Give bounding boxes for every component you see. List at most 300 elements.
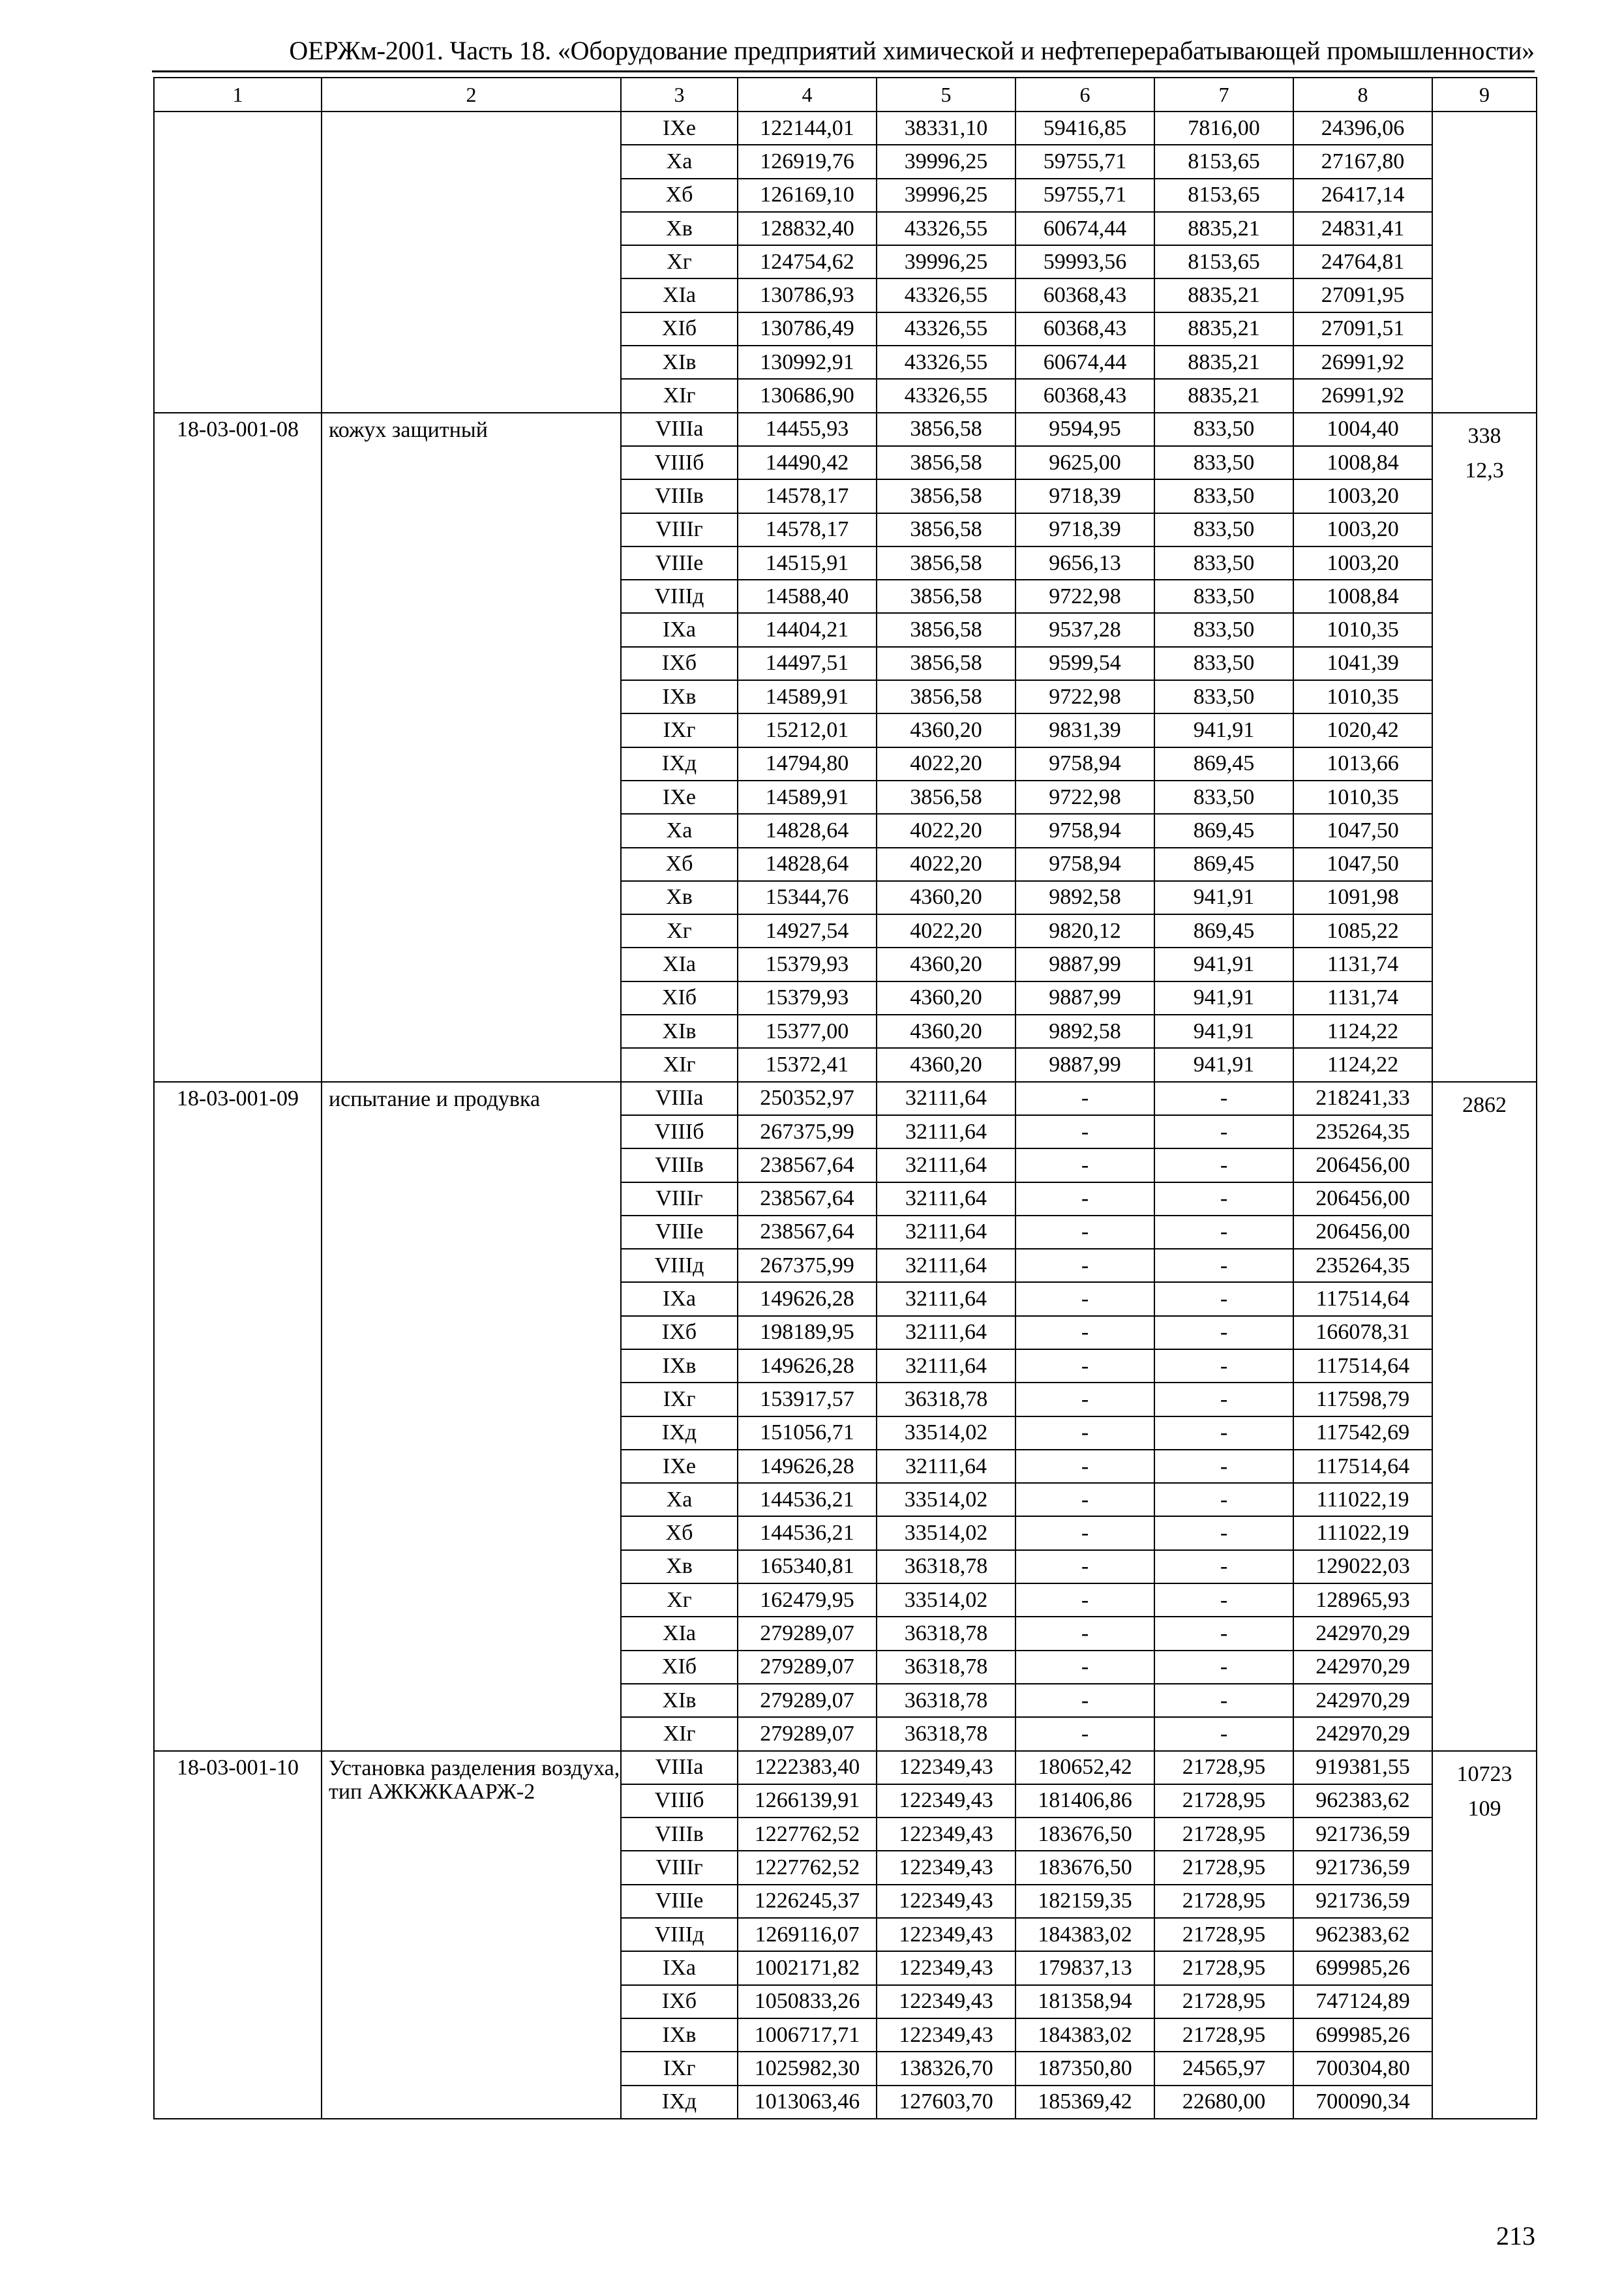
machine-labor-cost: 941,91 (1154, 948, 1293, 981)
material-cost: 1008,84 (1293, 446, 1432, 479)
machine-labor-cost: 869,45 (1154, 814, 1293, 847)
region-code: VIIIб (621, 1784, 738, 1818)
region-code: IXa (621, 1282, 738, 1315)
machine-cost: 9758,94 (1015, 747, 1154, 781)
total-cost: 1227762,52 (738, 1851, 877, 1884)
machine-labor-cost: - (1154, 1082, 1293, 1115)
material-cost: 129022,03 (1293, 1550, 1432, 1583)
region-code: IXв (621, 680, 738, 713)
column-header: 3 (621, 78, 738, 112)
total-cost: 1050833,26 (738, 1985, 877, 2018)
machine-cost: - (1015, 1550, 1154, 1583)
machine-cost: 9722,98 (1015, 680, 1154, 713)
column-number-row (154, 78, 1537, 112)
total-cost: 130686,90 (738, 379, 877, 412)
column-header: 9 (1432, 78, 1537, 112)
labor-cost: 122349,43 (877, 1784, 1015, 1818)
machine-labor-cost: - (1154, 1216, 1293, 1249)
material-cost: 921736,59 (1293, 1851, 1432, 1884)
machine-cost: 60674,44 (1015, 212, 1154, 245)
total-cost: 14588,40 (738, 580, 877, 613)
material-cost: 921736,59 (1293, 1885, 1432, 1918)
material-cost: 700090,34 (1293, 2086, 1432, 2119)
column-header: 6 (1015, 78, 1154, 112)
total-cost: 126919,76 (738, 145, 877, 178)
region-code: VIIIa (621, 413, 738, 446)
labor-cost: 3856,58 (877, 781, 1015, 814)
machine-cost: - (1015, 1249, 1154, 1282)
total-cost: 126169,10 (738, 179, 877, 212)
table-body (154, 112, 1537, 2119)
region-code: XIa (621, 1617, 738, 1650)
material-cost: 1091,98 (1293, 881, 1432, 914)
machine-cost: 9594,95 (1015, 413, 1154, 446)
labor-cost: 36318,78 (877, 1383, 1015, 1416)
labor-hours: 338 12,3 (1432, 413, 1537, 1082)
total-cost: 14455,93 (738, 413, 877, 446)
machine-labor-cost: 941,91 (1154, 1015, 1293, 1048)
labor-cost: 36318,78 (877, 1717, 1015, 1750)
labor-cost: 4022,20 (877, 747, 1015, 781)
machine-labor-cost: 941,91 (1154, 713, 1293, 747)
total-cost: 1006717,71 (738, 2018, 877, 2052)
region-code: VIIIд (621, 580, 738, 613)
machine-cost: 182159,35 (1015, 1885, 1154, 1918)
material-cost: 111022,19 (1293, 1516, 1432, 1549)
machine-labor-cost: 21728,95 (1154, 1751, 1293, 1784)
total-cost: 1226245,37 (738, 1885, 877, 1918)
machine-cost: 184383,02 (1015, 2018, 1154, 2052)
region-code: VIIIa (621, 1751, 738, 1784)
machine-labor-cost: 833,50 (1154, 781, 1293, 814)
machine-cost: 9599,54 (1015, 647, 1154, 680)
machine-labor-cost: - (1154, 1651, 1293, 1684)
machine-labor-cost: 833,50 (1154, 680, 1293, 713)
machine-cost: - (1015, 1684, 1154, 1717)
region-code: Xв (621, 1550, 738, 1583)
region-code: VIIIб (621, 446, 738, 479)
machine-cost: 59993,56 (1015, 245, 1154, 278)
region-code: Xв (621, 881, 738, 914)
material-cost: 921736,59 (1293, 1818, 1432, 1851)
region-code: VIIIв (621, 1818, 738, 1851)
total-cost: 1002171,82 (738, 1951, 877, 1984)
labor-cost: 36318,78 (877, 1550, 1015, 1583)
labor-cost: 32111,64 (877, 1249, 1015, 1282)
region-code: IXe (621, 781, 738, 814)
labor-cost: 43326,55 (877, 212, 1015, 245)
region-code: VIIIд (621, 1918, 738, 1951)
region-code: VIIIe (621, 546, 738, 580)
machine-labor-cost: 8835,21 (1154, 278, 1293, 312)
material-cost: 1047,50 (1293, 848, 1432, 881)
material-cost: 218241,33 (1293, 1082, 1432, 1115)
region-code: VIIIв (621, 479, 738, 513)
labor-cost: 4022,20 (877, 848, 1015, 881)
labor-cost: 3856,58 (877, 613, 1015, 646)
total-cost: 15377,00 (738, 1015, 877, 1048)
material-cost: 919381,55 (1293, 1751, 1432, 1784)
total-cost: 14578,17 (738, 479, 877, 513)
machine-labor-cost: 833,50 (1154, 613, 1293, 646)
machine-cost: - (1015, 1115, 1154, 1148)
machine-labor-cost: - (1154, 1182, 1293, 1216)
machine-cost: 60674,44 (1015, 346, 1154, 379)
labor-cost: 36318,78 (877, 1617, 1015, 1650)
labor-cost: 3856,58 (877, 546, 1015, 580)
machine-labor-cost: 21728,95 (1154, 2018, 1293, 2052)
machine-labor-cost: 8835,21 (1154, 312, 1293, 346)
machine-cost: - (1015, 1416, 1154, 1450)
total-cost: 130786,93 (738, 278, 877, 312)
machine-cost: - (1015, 1182, 1154, 1216)
labor-cost: 33514,02 (877, 1516, 1015, 1549)
labor-cost: 4360,20 (877, 948, 1015, 981)
table-row (154, 112, 1537, 145)
region-code: XIa (621, 948, 738, 981)
material-cost: 1085,22 (1293, 914, 1432, 948)
region-code: IXв (621, 2018, 738, 2052)
total-cost: 130992,91 (738, 346, 877, 379)
machine-cost: - (1015, 1717, 1154, 1750)
machine-labor-cost: - (1154, 1416, 1293, 1450)
region-code: Xa (621, 814, 738, 847)
header-rule (152, 70, 1535, 72)
labor-cost: 3856,58 (877, 479, 1015, 513)
machine-cost: 9887,99 (1015, 948, 1154, 981)
material-cost: 26991,92 (1293, 346, 1432, 379)
machine-cost: 9537,28 (1015, 613, 1154, 646)
machine-cost: 9718,39 (1015, 513, 1154, 546)
machine-cost: 9718,39 (1015, 479, 1154, 513)
labor-cost: 127603,70 (877, 2086, 1015, 2119)
region-code: IXг (621, 2052, 738, 2085)
column-header: 8 (1293, 78, 1432, 112)
labor-cost: 122349,43 (877, 1885, 1015, 1918)
total-cost: 15344,76 (738, 881, 877, 914)
machine-labor-cost: 8835,21 (1154, 346, 1293, 379)
machine-cost: - (1015, 1450, 1154, 1483)
machine-labor-cost: 7816,00 (1154, 112, 1293, 145)
region-code: VIIIa (621, 1082, 738, 1115)
machine-cost: 9892,58 (1015, 881, 1154, 914)
machine-cost: - (1015, 1316, 1154, 1349)
total-cost: 1222383,40 (738, 1751, 877, 1784)
region-code: Xa (621, 145, 738, 178)
total-cost: 14589,91 (738, 680, 877, 713)
machine-labor-cost: - (1154, 1516, 1293, 1549)
region-code: IXe (621, 112, 738, 145)
column-header: 1 (154, 78, 322, 112)
machine-labor-cost: 941,91 (1154, 881, 1293, 914)
machine-labor-cost: 21728,95 (1154, 1784, 1293, 1818)
machine-labor-cost: 8153,65 (1154, 145, 1293, 178)
labor-cost: 32111,64 (877, 1216, 1015, 1249)
machine-cost: - (1015, 1349, 1154, 1383)
total-cost: 14497,51 (738, 647, 877, 680)
machine-labor-cost: 833,50 (1154, 413, 1293, 446)
machine-labor-cost: 833,50 (1154, 546, 1293, 580)
total-cost: 162479,95 (738, 1583, 877, 1617)
machine-labor-cost: - (1154, 1450, 1293, 1483)
material-cost: 24396,06 (1293, 112, 1432, 145)
region-code: XIг (621, 1717, 738, 1750)
item-name: испытание и продувка (322, 1082, 621, 1751)
labor-cost: 138326,70 (877, 2052, 1015, 2085)
total-cost: 279289,07 (738, 1684, 877, 1717)
column-header: 2 (322, 78, 621, 112)
total-cost: 250352,97 (738, 1082, 877, 1115)
material-cost: 1003,20 (1293, 546, 1432, 580)
machine-labor-cost: 8835,21 (1154, 379, 1293, 412)
labor-cost: 4360,20 (877, 1015, 1015, 1048)
labor-cost: 39996,25 (877, 145, 1015, 178)
machine-cost: 9887,99 (1015, 1048, 1154, 1081)
machine-cost: 185369,42 (1015, 2086, 1154, 2119)
material-cost: 747124,89 (1293, 1985, 1432, 2018)
material-cost: 1131,74 (1293, 948, 1432, 981)
machine-labor-cost: 8835,21 (1154, 212, 1293, 245)
region-code: XIб (621, 312, 738, 346)
page-header: ОЕРЖм-2001. Часть 18. «Оборудование предприятий химической и нефтеперерабатывающей промышленности» (289, 36, 1535, 65)
total-cost: 149626,28 (738, 1282, 877, 1315)
machine-labor-cost: - (1154, 1249, 1293, 1282)
material-cost: 24764,81 (1293, 245, 1432, 278)
material-cost: 117542,69 (1293, 1416, 1432, 1450)
column-header: 4 (738, 78, 877, 112)
labor-cost: 122349,43 (877, 1985, 1015, 2018)
machine-cost: - (1015, 1617, 1154, 1650)
total-cost: 15379,93 (738, 981, 877, 1015)
total-cost: 14490,42 (738, 446, 877, 479)
labor-cost: 122349,43 (877, 1851, 1015, 1884)
total-cost: 279289,07 (738, 1651, 877, 1684)
labor-cost: 33514,02 (877, 1416, 1015, 1450)
material-cost: 117514,64 (1293, 1450, 1432, 1483)
labor-cost: 3856,58 (877, 647, 1015, 680)
region-code: XIб (621, 1651, 738, 1684)
machine-cost: 9758,94 (1015, 814, 1154, 847)
region-code: XIг (621, 1048, 738, 1081)
total-cost: 15379,93 (738, 948, 877, 981)
region-code: XIв (621, 346, 738, 379)
material-cost: 1013,66 (1293, 747, 1432, 781)
machine-labor-cost: 8153,65 (1154, 179, 1293, 212)
machine-cost: 9722,98 (1015, 580, 1154, 613)
material-cost: 27167,80 (1293, 145, 1432, 178)
labor-cost: 122349,43 (877, 2018, 1015, 2052)
labor-cost: 4360,20 (877, 1048, 1015, 1081)
machine-labor-cost: 833,50 (1154, 513, 1293, 546)
total-cost: 238567,64 (738, 1216, 877, 1249)
labor-cost: 43326,55 (877, 278, 1015, 312)
labor-cost: 122349,43 (877, 1951, 1015, 1984)
machine-labor-cost: 21728,95 (1154, 1985, 1293, 2018)
machine-cost: 181406,86 (1015, 1784, 1154, 1818)
material-cost: 1003,20 (1293, 513, 1432, 546)
labor-cost: 32111,64 (877, 1115, 1015, 1148)
total-cost: 151056,71 (738, 1416, 877, 1450)
machine-cost: 59755,71 (1015, 145, 1154, 178)
table-row (154, 1751, 1537, 1784)
machine-cost: 60368,43 (1015, 278, 1154, 312)
table-header (154, 78, 1537, 112)
region-code: VIIIб (621, 1115, 738, 1148)
machine-cost: 59755,71 (1015, 179, 1154, 212)
column-header: 7 (1154, 78, 1293, 112)
region-code: IXe (621, 1450, 738, 1483)
labor-cost: 4360,20 (877, 881, 1015, 914)
machine-cost: 60368,43 (1015, 312, 1154, 346)
column-header: 5 (877, 78, 1015, 112)
table-row (154, 1082, 1537, 1115)
total-cost: 149626,28 (738, 1450, 877, 1483)
region-code: VIIIг (621, 513, 738, 546)
labor-cost: 43326,55 (877, 312, 1015, 346)
machine-labor-cost: - (1154, 1316, 1293, 1349)
material-cost: 962383,62 (1293, 1784, 1432, 1818)
total-cost: 153917,57 (738, 1383, 877, 1416)
total-cost: 1013063,46 (738, 2086, 877, 2119)
machine-labor-cost: 833,50 (1154, 479, 1293, 513)
machine-labor-cost: 21728,95 (1154, 1951, 1293, 1984)
region-code: IXa (621, 613, 738, 646)
labor-cost: 3856,58 (877, 446, 1015, 479)
labor-cost: 3856,58 (877, 680, 1015, 713)
region-code: IXд (621, 2086, 738, 2119)
region-code: VIIIд (621, 1249, 738, 1282)
page-number: 213 (1496, 2221, 1535, 2251)
material-cost: 1041,39 (1293, 647, 1432, 680)
labor-cost: 39996,25 (877, 179, 1015, 212)
total-cost: 238567,64 (738, 1182, 877, 1216)
machine-cost: - (1015, 1082, 1154, 1115)
labor-cost: 122349,43 (877, 1818, 1015, 1851)
machine-labor-cost: 941,91 (1154, 1048, 1293, 1081)
labor-cost: 122349,43 (877, 1918, 1015, 1951)
item-code: 18-03-001-10 (154, 1751, 322, 2119)
total-cost: 267375,99 (738, 1115, 877, 1148)
region-code: XIг (621, 379, 738, 412)
total-cost: 198189,95 (738, 1316, 877, 1349)
labor-cost: 33514,02 (877, 1583, 1015, 1617)
machine-labor-cost: 869,45 (1154, 747, 1293, 781)
material-cost: 242970,29 (1293, 1717, 1432, 1750)
total-cost: 14404,21 (738, 613, 877, 646)
machine-labor-cost: - (1154, 1617, 1293, 1650)
labor-cost: 4360,20 (877, 713, 1015, 747)
item-code (154, 112, 322, 413)
machine-labor-cost: - (1154, 1282, 1293, 1315)
machine-cost: 9892,58 (1015, 1015, 1154, 1048)
region-code: IXв (621, 1349, 738, 1383)
table-row (154, 413, 1537, 446)
region-code: IXб (621, 1316, 738, 1349)
labor-cost: 33514,02 (877, 1483, 1015, 1516)
machine-labor-cost: 24565,97 (1154, 2052, 1293, 2085)
labor-hours: 2862 (1432, 1082, 1537, 1751)
material-cost: 24831,41 (1293, 212, 1432, 245)
total-cost: 1025982,30 (738, 2052, 877, 2085)
machine-labor-cost: - (1154, 1550, 1293, 1583)
machine-cost: - (1015, 1383, 1154, 1416)
machine-labor-cost: - (1154, 1383, 1293, 1416)
material-cost: 128965,93 (1293, 1583, 1432, 1617)
region-code: VIIIг (621, 1851, 738, 1884)
region-code: Xг (621, 245, 738, 278)
labor-hours (1432, 112, 1537, 413)
machine-cost: 9820,12 (1015, 914, 1154, 948)
region-code: IXб (621, 1985, 738, 2018)
material-cost: 26991,92 (1293, 379, 1432, 412)
region-code: Xг (621, 914, 738, 948)
labor-cost: 4360,20 (877, 981, 1015, 1015)
item-code: 18-03-001-09 (154, 1082, 322, 1751)
material-cost: 26417,14 (1293, 179, 1432, 212)
material-cost: 27091,95 (1293, 278, 1432, 312)
machine-cost: - (1015, 1282, 1154, 1315)
machine-labor-cost: 869,45 (1154, 914, 1293, 948)
material-cost: 235264,35 (1293, 1115, 1432, 1148)
material-cost: 206456,00 (1293, 1182, 1432, 1216)
total-cost: 15372,41 (738, 1048, 877, 1081)
region-code: VIIIв (621, 1148, 738, 1182)
region-code: XIв (621, 1684, 738, 1717)
material-cost: 1010,35 (1293, 781, 1432, 814)
machine-labor-cost: - (1154, 1115, 1293, 1148)
total-cost: 1269116,07 (738, 1918, 877, 1951)
total-cost: 14578,17 (738, 513, 877, 546)
machine-cost: 180652,42 (1015, 1751, 1154, 1784)
material-cost: 1003,20 (1293, 479, 1432, 513)
labor-cost: 4022,20 (877, 914, 1015, 948)
labor-hours: 10723 109 (1432, 1751, 1537, 2119)
total-cost: 149626,28 (738, 1349, 877, 1383)
labor-cost: 3856,58 (877, 580, 1015, 613)
machine-labor-cost: - (1154, 1349, 1293, 1383)
material-cost: 166078,31 (1293, 1316, 1432, 1349)
item-name: Установка разделения воздуха, тип АЖКЖКААРЖ-2 (322, 1751, 621, 2119)
machine-labor-cost: 833,50 (1154, 446, 1293, 479)
material-cost: 242970,29 (1293, 1617, 1432, 1650)
material-cost: 1004,40 (1293, 413, 1432, 446)
machine-labor-cost: 21728,95 (1154, 1818, 1293, 1851)
labor-cost: 32111,64 (877, 1316, 1015, 1349)
machine-labor-cost: 22680,00 (1154, 2086, 1293, 2119)
machine-cost: 183676,50 (1015, 1851, 1154, 1884)
machine-cost: - (1015, 1216, 1154, 1249)
total-cost: 144536,21 (738, 1516, 877, 1549)
machine-cost: 9656,13 (1015, 546, 1154, 580)
machine-cost: - (1015, 1148, 1154, 1182)
region-code: Xв (621, 212, 738, 245)
machine-cost: 187350,80 (1015, 2052, 1154, 2085)
machine-labor-cost: 869,45 (1154, 848, 1293, 881)
region-code: VIIIг (621, 1182, 738, 1216)
total-cost: 144536,21 (738, 1483, 877, 1516)
machine-cost: 9887,99 (1015, 981, 1154, 1015)
machine-labor-cost: - (1154, 1148, 1293, 1182)
machine-labor-cost: 21728,95 (1154, 1885, 1293, 1918)
material-cost: 242970,29 (1293, 1684, 1432, 1717)
material-cost: 1008,84 (1293, 580, 1432, 613)
region-code: Xб (621, 848, 738, 881)
machine-cost: 9625,00 (1015, 446, 1154, 479)
region-code: IXб (621, 647, 738, 680)
labor-cost: 4022,20 (877, 814, 1015, 847)
material-cost: 699985,26 (1293, 1951, 1432, 1984)
labor-cost: 3856,58 (877, 413, 1015, 446)
